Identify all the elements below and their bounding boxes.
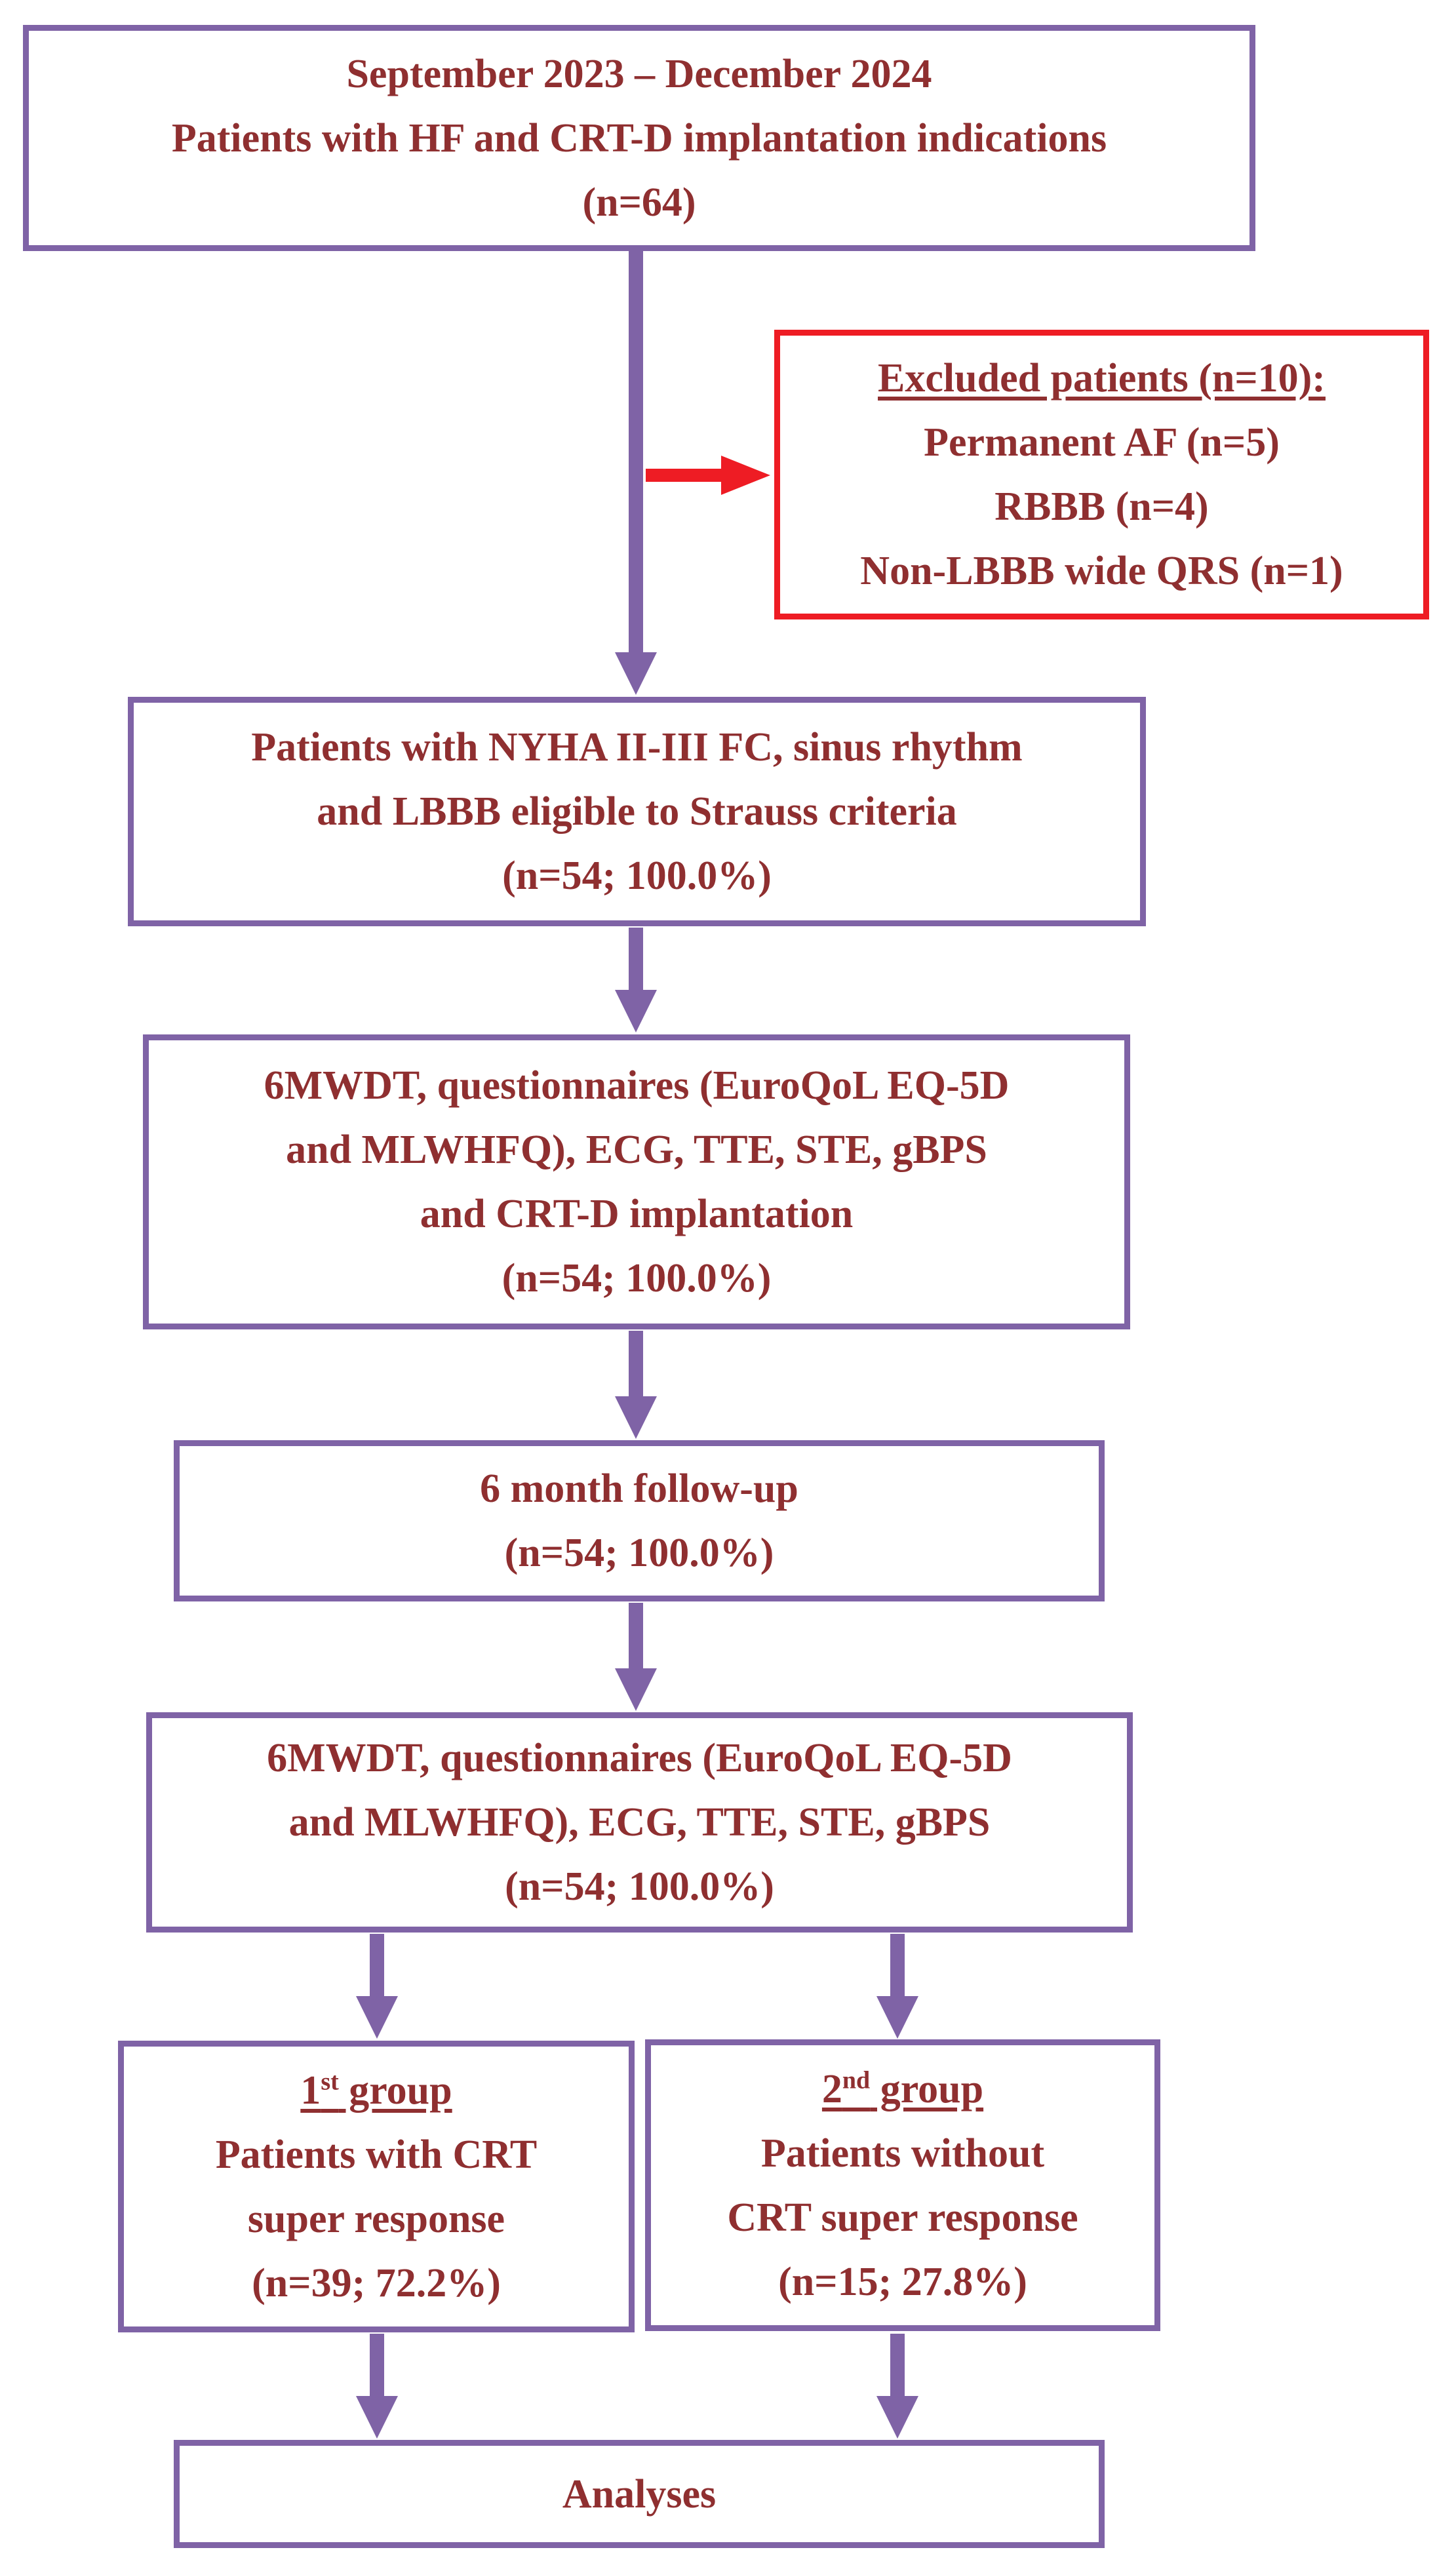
baseline-box xyxy=(143,1034,1130,1329)
arrowhead-eligible-to-baseline xyxy=(615,990,657,1032)
arrow-group1-to-analyses xyxy=(370,2334,384,2399)
arrow-exclusion-shaft xyxy=(646,469,724,482)
baseline-count: (n=54; 100.0%) xyxy=(502,1256,772,1301)
arrow-reassessment-to-group1 xyxy=(370,1934,384,1999)
start-box xyxy=(23,25,1255,251)
group1-line1: Patients with CRT xyxy=(215,2132,538,2177)
group2-line1: Patients without xyxy=(760,2130,1045,2176)
analyses-label: Analyses xyxy=(562,2471,717,2517)
start-description: Patients with HF and CRT-D implantation indications xyxy=(171,115,1107,161)
excluded-permanent-af: Permanent AF (n=5) xyxy=(924,420,1280,465)
arrow-eligible-to-baseline xyxy=(629,928,643,993)
reassessment-count: (n=54; 100.0%) xyxy=(505,1864,774,1909)
group2-ordinal: nd xyxy=(842,2066,871,2094)
group2-number: 2 xyxy=(821,2066,842,2111)
group2-word: group xyxy=(870,2066,984,2111)
arrow-followup-to-reassessment xyxy=(629,1603,643,1675)
followup-label: 6 month follow-up xyxy=(480,1466,798,1511)
excluded-title: Excluded patients (n=10): xyxy=(878,356,1326,401)
arrow-group2-to-analyses xyxy=(890,2334,905,2399)
followup-count: (n=54; 100.0%) xyxy=(504,1531,774,1575)
arrow-start-to-eligible xyxy=(629,249,643,659)
reassessment-line1: 6MWDT, questionnaires (EuroQoL EQ-5D xyxy=(267,1736,1012,1780)
group1-line2: super response xyxy=(247,2196,505,2241)
arrowhead-group1-to-analyses xyxy=(356,2396,398,2439)
eligible-line2: and LBBB eligible to Strauss criteria xyxy=(317,789,957,834)
group2-count: (n=15; 27.8%) xyxy=(778,2259,1027,2304)
excluded-box xyxy=(774,330,1429,619)
group1-box xyxy=(118,2041,635,2332)
reassessment-line2: and MLWHFQ), ECG, TTE, STE, gBPS xyxy=(288,1800,991,1845)
group1-word: group xyxy=(338,2068,452,2113)
group1-count: (n=39; 72.2%) xyxy=(252,2260,501,2306)
arrowhead-start-to-eligible xyxy=(615,652,657,695)
baseline-line2: and MLWHFQ), ECG, TTE, STE, gBPS xyxy=(286,1128,987,1172)
group1-number: 1 xyxy=(300,2068,321,2113)
baseline-line1: 6MWDT, questionnaires (EuroQoL EQ-5D xyxy=(264,1063,1010,1108)
eligible-box xyxy=(128,697,1146,926)
excluded-non-lbbb: Non-LBBB wide QRS (n=1) xyxy=(860,549,1343,593)
followup-box xyxy=(174,1440,1105,1601)
baseline-line3: and CRT-D implantation xyxy=(420,1192,854,1236)
group2-title xyxy=(822,2057,983,2121)
reassessment-box xyxy=(146,1712,1133,1933)
group1-ordinal: st xyxy=(321,2067,339,2095)
arrowhead-reassessment-to-group1 xyxy=(356,1996,398,2039)
start-date-range: September 2023 – December 2024 xyxy=(346,51,932,96)
excluded-rbbb: RBBB (n=4) xyxy=(994,484,1209,529)
arrowhead-group2-to-analyses xyxy=(876,2396,918,2439)
eligible-count: (n=54; 100.0%) xyxy=(502,854,772,898)
group2-line2: CRT super response xyxy=(727,2195,1078,2240)
group1-title xyxy=(300,2058,452,2123)
arrowhead-followup-to-reassessment xyxy=(615,1668,657,1711)
arrowhead-baseline-to-followup xyxy=(615,1396,657,1439)
arrow-reassessment-to-group2 xyxy=(890,1934,905,1999)
arrowhead-reassessment-to-group2 xyxy=(876,1996,918,2039)
arrow-baseline-to-followup xyxy=(629,1331,643,1400)
group2-box xyxy=(645,2039,1160,2331)
start-count: (n=64) xyxy=(582,180,696,225)
eligible-line1: Patients with NYHA II-III FC, sinus rhythm xyxy=(251,725,1023,770)
analyses-box xyxy=(174,2440,1105,2548)
arrowhead-exclusion xyxy=(721,456,770,495)
